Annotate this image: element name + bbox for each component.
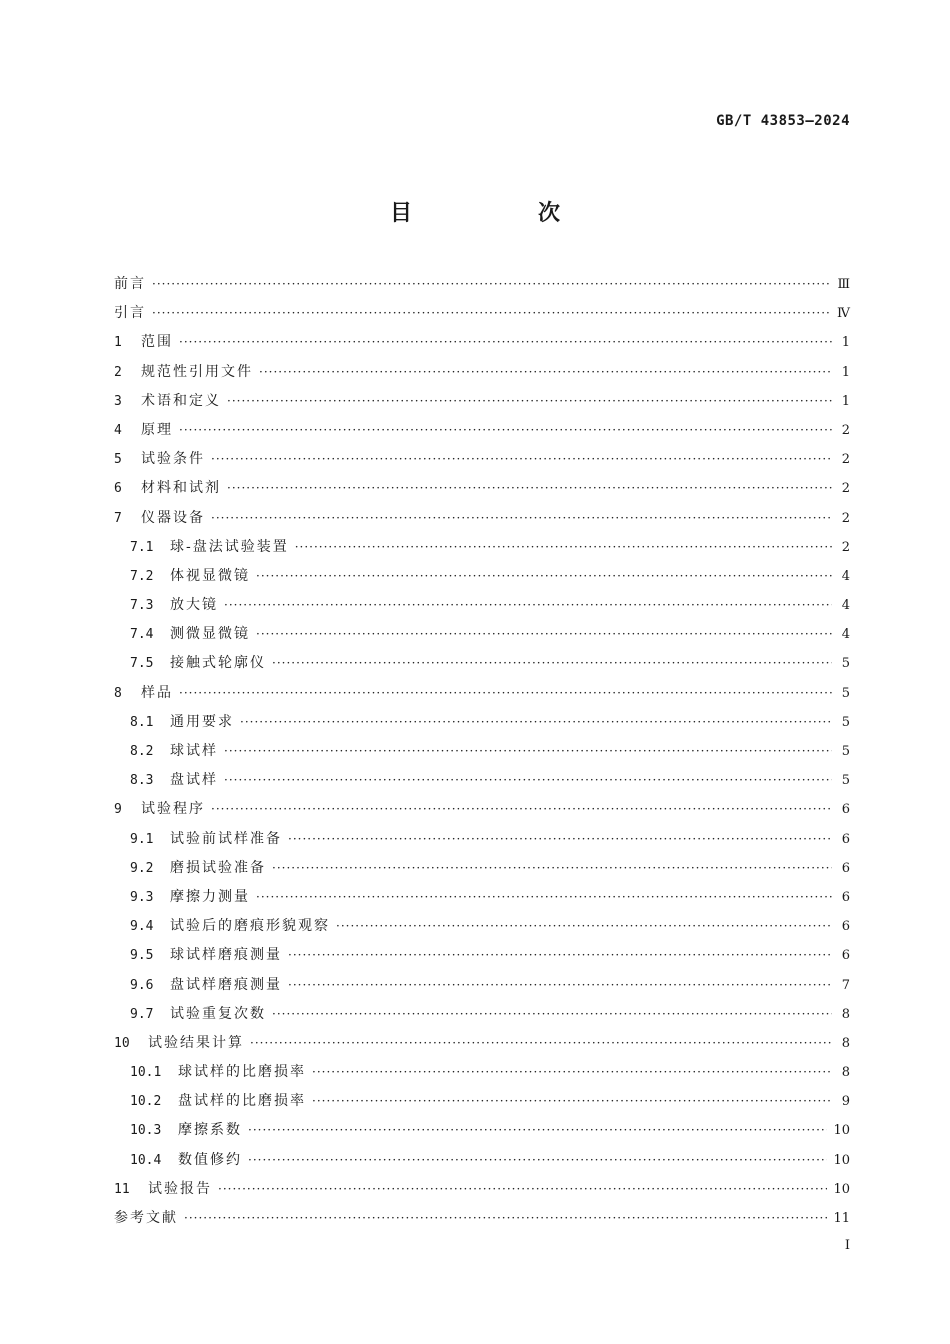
toc-entry-page: 5 <box>841 773 850 789</box>
toc-entry[interactable] <box>114 679 850 708</box>
toc-entry-page: 10 <box>833 1181 850 1197</box>
toc-entry-number: 8.1 <box>130 714 154 730</box>
toc-entry[interactable] <box>114 299 850 328</box>
dot-leader <box>179 416 832 445</box>
toc-entry-number: 7.5 <box>130 656 154 672</box>
dot-leader <box>240 708 832 737</box>
toc-entry-page: 6 <box>841 860 850 876</box>
toc-entry-label: 范围 <box>141 334 173 351</box>
toc-entry-page: Ⅲ <box>837 277 850 292</box>
toc-entry-label: 盘试样 <box>170 772 218 789</box>
toc-entry[interactable] <box>114 416 850 445</box>
dot-leader <box>288 825 832 854</box>
toc-entry-number: 2 <box>114 364 122 380</box>
dot-leader <box>179 679 832 708</box>
toc-entry[interactable] <box>114 270 850 299</box>
toc-entry-page: 2 <box>841 452 850 468</box>
toc-entry-number: 8.2 <box>130 744 154 759</box>
toc-entry-label: 试验程序 <box>141 801 205 818</box>
toc-entry-label: 数值修约 <box>178 1151 242 1168</box>
toc-entry-label: 球试样 <box>170 743 218 759</box>
toc-entry-page: 6 <box>841 919 850 935</box>
toc-entry[interactable] <box>114 1087 850 1116</box>
toc-entry-number: 10.3 <box>130 1123 162 1139</box>
toc-entry-number: 9.5 <box>130 948 154 964</box>
toc-entry-page: 5 <box>841 714 850 730</box>
toc-entry[interactable] <box>114 474 850 503</box>
toc-entry-page: 2 <box>841 510 850 526</box>
dot-leader <box>152 270 831 299</box>
toc-entry-number: 3 <box>114 393 122 409</box>
toc-entry-number: 11 <box>114 1181 130 1197</box>
dot-leader <box>256 562 832 591</box>
toc-entry-label: 体视显微镜 <box>170 567 250 584</box>
dot-leader <box>227 474 832 503</box>
toc-entry-page: 6 <box>841 948 850 964</box>
toc-entry[interactable] <box>114 883 850 912</box>
toc-entry[interactable] <box>114 766 850 795</box>
toc-entry-label: 术语和定义 <box>141 392 221 409</box>
toc-entry-page: 4 <box>841 598 850 614</box>
toc-entry-number: 9.7 <box>130 1006 154 1022</box>
toc-entry-number: 7.2 <box>130 568 154 584</box>
toc-entry-label: 原理 <box>141 421 173 438</box>
dot-leader <box>312 1058 832 1087</box>
dot-leader <box>250 1029 832 1058</box>
toc-entry-label: 球试样磨痕测量 <box>170 947 282 964</box>
toc-entry-page: 1 <box>841 393 850 409</box>
toc-entry-label: 磨损试验准备 <box>170 859 266 876</box>
page-title: 目 次 <box>389 201 612 226</box>
toc-entry-label: 材料和试剂 <box>141 480 221 497</box>
toc-entry-page: Ⅳ <box>837 306 850 322</box>
toc-entry[interactable] <box>114 562 850 591</box>
toc-entry-number: 7 <box>114 510 122 526</box>
toc-entry[interactable] <box>114 1058 850 1087</box>
toc-entry-number: 10.2 <box>130 1094 162 1110</box>
toc-entry[interactable] <box>114 1116 850 1145</box>
toc-entry-number: 10.1 <box>130 1065 162 1081</box>
toc-entry-page: 5 <box>841 656 850 672</box>
toc-entry-number: 9.2 <box>130 860 154 876</box>
dot-leader <box>218 1175 827 1204</box>
dot-leader <box>211 795 832 824</box>
toc-entry-page: 7 <box>841 977 850 993</box>
toc-entry-page: 2 <box>841 422 850 438</box>
toc-entry-label: 试验结果计算 <box>148 1034 244 1051</box>
toc-entry-label: 规范性引用文件 <box>141 363 253 380</box>
standard-code: GB/T 43853—2024 <box>716 113 850 129</box>
toc-entry-number: 6 <box>114 481 122 497</box>
toc-entry-label: 样品 <box>141 684 173 701</box>
toc-entry-label: 仪器设备 <box>141 509 205 526</box>
toc-entry[interactable] <box>114 1204 850 1233</box>
dot-leader <box>256 620 832 649</box>
toc-entry-number: 10 <box>114 1035 130 1051</box>
dot-leader <box>211 445 832 474</box>
toc-entry[interactable] <box>114 358 850 387</box>
dot-leader <box>248 1146 827 1175</box>
toc-entry-label: 试验前试样准备 <box>170 830 282 847</box>
toc-entry-label: 参考文献 <box>114 1210 178 1226</box>
toc-entry-number: 9.3 <box>130 889 154 905</box>
toc-entry-page: 10 <box>833 1152 850 1168</box>
toc-entry-label: 球-盘法试验装置 <box>170 538 289 555</box>
toc-entry[interactable] <box>114 1146 850 1175</box>
toc-entry-number: 9 <box>114 802 122 818</box>
toc-entry-label: 引言 <box>114 305 146 322</box>
toc-entry[interactable] <box>114 328 850 357</box>
toc-entry-number: 10.4 <box>130 1152 162 1168</box>
toc-entry-page: 8 <box>841 1065 850 1081</box>
toc-entry-number: 7.1 <box>130 539 154 555</box>
toc-entry-page: 11 <box>833 1211 850 1226</box>
toc-entry-label: 盘试样的比磨损率 <box>178 1093 306 1110</box>
toc-entry-label: 试验报告 <box>148 1180 212 1197</box>
toc-entry[interactable] <box>114 795 850 824</box>
dot-leader <box>179 328 832 357</box>
toc-entry[interactable] <box>114 941 850 970</box>
dot-leader <box>295 533 832 562</box>
toc-entry-label: 摩擦力测量 <box>170 888 250 905</box>
toc-entry-page: 5 <box>841 744 850 759</box>
dot-leader <box>272 854 832 883</box>
toc-entry[interactable] <box>114 825 850 854</box>
toc-entry-page: 5 <box>841 685 850 701</box>
toc-entry-page: 9 <box>841 1094 850 1110</box>
toc-entry-label: 试验重复次数 <box>170 1005 266 1022</box>
toc-entry[interactable] <box>114 708 850 737</box>
toc-entry-page: 8 <box>841 1006 850 1022</box>
toc-entry-page: 6 <box>841 802 850 818</box>
toc-entry[interactable] <box>114 1029 850 1058</box>
toc-entry-label: 通用要求 <box>170 713 234 730</box>
dot-leader <box>224 737 832 766</box>
dot-leader <box>184 1204 827 1233</box>
toc-entry[interactable] <box>114 1175 850 1204</box>
toc-entry-label: 接触式轮廓仪 <box>170 655 266 672</box>
dot-leader <box>312 1087 832 1116</box>
dot-leader <box>259 358 832 387</box>
toc-entry[interactable] <box>114 533 850 562</box>
toc-entry-page: 6 <box>841 889 850 905</box>
dot-leader <box>336 912 832 941</box>
toc-entry-number: 7.4 <box>130 627 154 643</box>
table-of-contents <box>114 270 850 1233</box>
toc-entry-page: 4 <box>841 568 850 584</box>
toc-entry-number: 9.4 <box>130 919 154 935</box>
toc-entry[interactable] <box>114 1000 850 1029</box>
toc-entry-label: 试验条件 <box>141 451 205 468</box>
page-number: I <box>844 1238 850 1253</box>
toc-entry[interactable] <box>114 620 850 649</box>
toc-entry[interactable] <box>114 504 850 533</box>
dot-leader <box>152 299 831 328</box>
toc-entry-page: 4 <box>841 627 850 643</box>
toc-entry-label: 放大镜 <box>170 597 218 614</box>
toc-entry-page: 2 <box>841 481 850 497</box>
toc-entry[interactable] <box>114 912 850 941</box>
dot-leader <box>256 883 832 912</box>
toc-entry-page: 1 <box>841 335 850 351</box>
toc-entry-label: 试验后的磨痕形貌观察 <box>170 918 330 935</box>
dot-leader <box>224 766 832 795</box>
toc-entry-number: 9.6 <box>130 977 154 993</box>
toc-entry-label: 盘试样磨痕测量 <box>170 976 282 993</box>
toc-entry-number: 9.1 <box>130 831 154 847</box>
toc-entry[interactable] <box>114 445 850 474</box>
toc-entry-label: 测微显微镜 <box>170 626 250 643</box>
toc-entry-label: 前言 <box>114 276 146 292</box>
dot-leader <box>248 1116 827 1145</box>
toc-entry-number: 8 <box>114 685 122 701</box>
toc-entry-page: 1 <box>841 364 850 380</box>
toc-entry-number: 1 <box>114 335 122 351</box>
dot-leader <box>272 649 832 678</box>
toc-entry-number: 8.3 <box>130 773 154 789</box>
toc-entry[interactable] <box>114 971 850 1000</box>
dot-leader <box>272 1000 832 1029</box>
toc-entry-label: 摩擦系数 <box>178 1122 242 1139</box>
toc-entry[interactable] <box>114 387 850 416</box>
toc-entry-page: 10 <box>833 1123 850 1139</box>
toc-entry[interactable] <box>114 649 850 678</box>
toc-entry-page: 6 <box>841 831 850 847</box>
toc-entry[interactable] <box>114 854 850 883</box>
dot-leader <box>288 971 832 1000</box>
toc-entry[interactable] <box>114 591 850 620</box>
dot-leader <box>288 941 832 970</box>
dot-leader <box>211 504 832 533</box>
toc-entry-page: 2 <box>841 539 850 555</box>
toc-entry[interactable] <box>114 737 850 766</box>
toc-entry-label: 球试样的比磨损率 <box>178 1064 306 1081</box>
dot-leader <box>227 387 832 416</box>
toc-entry-number: 5 <box>114 452 122 468</box>
toc-entry-number: 4 <box>114 422 122 438</box>
toc-entry-page: 8 <box>841 1035 850 1051</box>
toc-entry-number: 7.3 <box>130 598 154 614</box>
dot-leader <box>224 591 832 620</box>
